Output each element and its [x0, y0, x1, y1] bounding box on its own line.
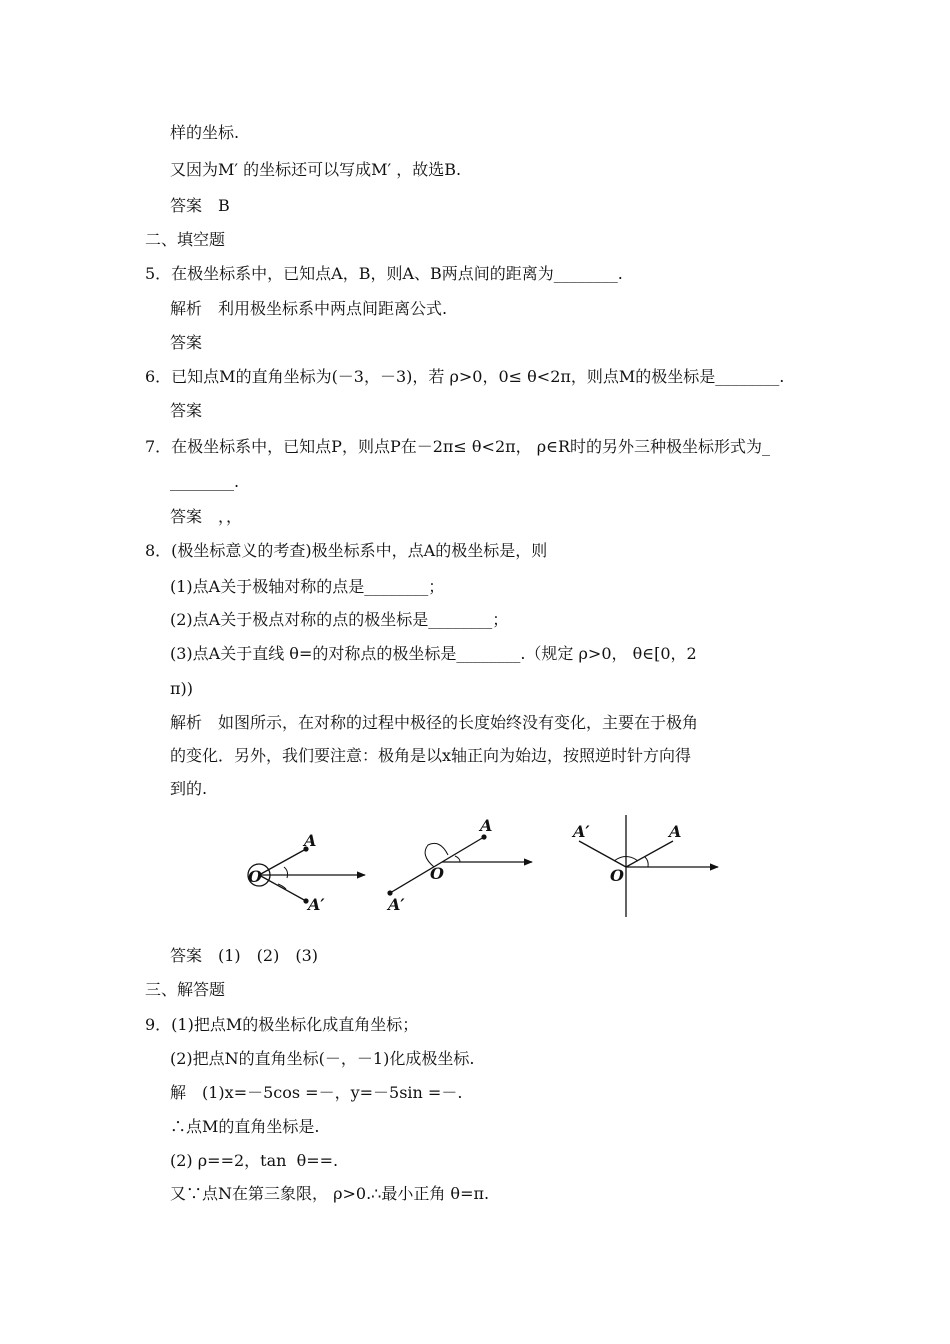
polar-figure-1	[240, 820, 375, 920]
origin-label: O	[430, 864, 444, 883]
analysis-line: 解析 如图所示，在对称的过程中极径的长度始终没有变化，主要在于极角	[170, 713, 699, 732]
solution-line: (2) ρ==2，tan θ==.	[170, 1151, 339, 1170]
origin-label: O	[248, 867, 262, 886]
point-a-label: A	[480, 816, 493, 835]
answer-line: 答案 (1) (2) (3)	[170, 946, 318, 965]
point-a-prime-label: A′	[573, 822, 590, 841]
answer-line: 答案	[170, 401, 203, 420]
point-a-label: A	[669, 822, 682, 841]
answer-line: 答案	[170, 333, 203, 352]
origin-label: O	[610, 866, 624, 885]
question-6: 6．已知点M的直角坐标为(－3，－3)，若 ρ>0，0≤ θ<2π，则点M的极坐标是________.	[145, 367, 785, 386]
analysis-line: 解析 利用极坐标系中两点间距离公式.	[170, 299, 448, 318]
question-8: 8．(极坐标意义的考查)极坐标系中，点A的极坐标是，则	[145, 541, 548, 560]
question-7: 7．在极坐标系中，已知点P，则点P在－2π≤ θ<2π， ρ∈R时的另外三种极坐标形式为_	[145, 437, 771, 456]
sub-question: (2)点A关于极点对称的点的极坐标是________；	[170, 610, 509, 629]
section-heading: 三、解答题	[145, 980, 226, 999]
text-line: 又因为M′ 的坐标还可以写成M′ ，故选B.	[170, 160, 462, 179]
question-5: 5．在极坐标系中，已知点A，B，则A、B两点间的距离为________.	[145, 264, 623, 283]
point-a-prime-label: A′	[308, 895, 325, 914]
solution-line: 解 (1)x=－5cos =－，y=－5sin =－.	[170, 1083, 463, 1102]
sub-question: (3)点A关于直线 θ=的对称点的极坐标是________.（规定 ρ>0， θ∈[0，2	[170, 644, 697, 663]
solution-line: ∴点M的直角坐标是.	[170, 1117, 320, 1136]
text-line: 到的.	[170, 779, 208, 798]
text-line: 的变化．另外，我们要注意：极角是以x轴正向为始边，按照逆时针方向得	[170, 746, 692, 765]
text-line: π))	[170, 679, 193, 698]
text-line: ________.	[170, 472, 240, 491]
polar-figure-2	[380, 815, 540, 915]
solution-line: 又∵点N在第三象限， ρ>0.∴最小正角 θ=π.	[170, 1184, 490, 1203]
point-a-label: A	[304, 831, 317, 850]
polar-figure-3	[568, 815, 728, 920]
sub-question: (1)点A关于极轴对称的点是________；	[170, 577, 445, 596]
point-a-prime-label: A′	[388, 895, 405, 914]
answer-line: 答案 B	[170, 196, 230, 215]
question-9: 9．(1)把点M的极坐标化成直角坐标；	[145, 1015, 419, 1034]
sub-question: (2)把点N的直角坐标(－，－1)化成极坐标.	[170, 1049, 475, 1068]
text-line: 样的坐标.	[170, 123, 240, 142]
answer-line: 答案 ，，	[170, 507, 243, 526]
section-heading: 二、填空题	[145, 230, 226, 249]
